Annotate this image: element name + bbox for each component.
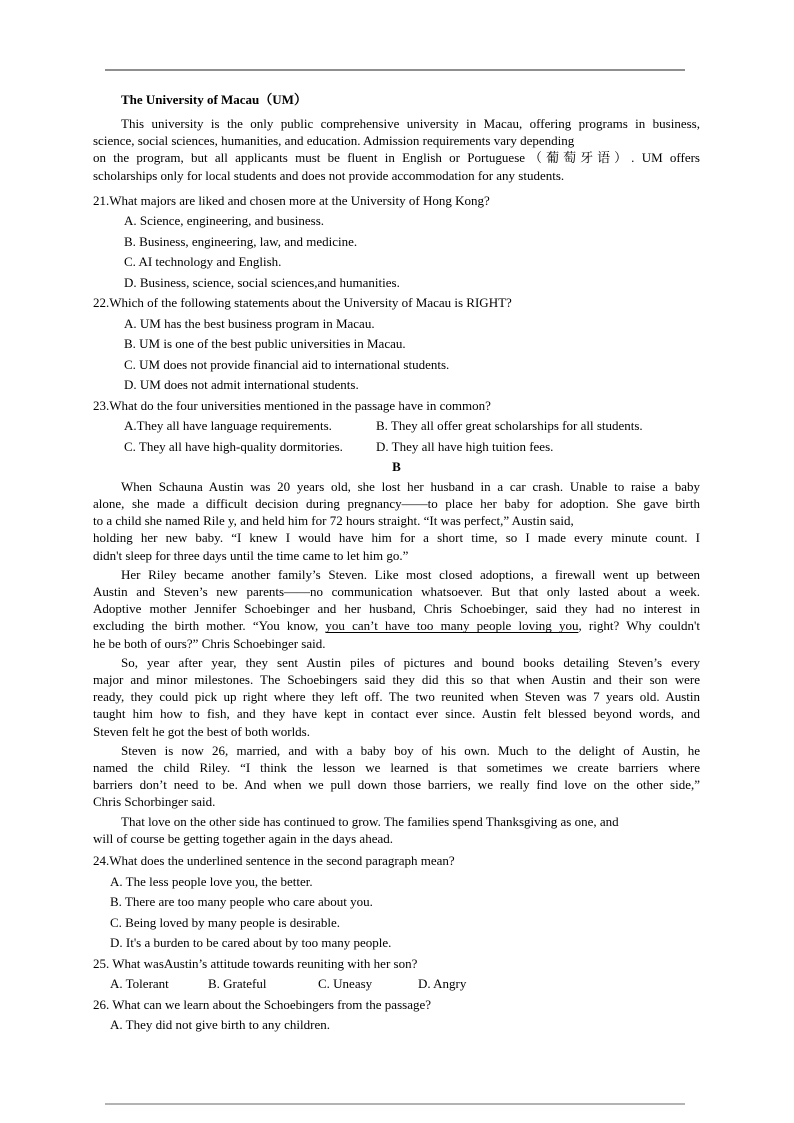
passage-line: major and minor milestones. The Schoebingers said they did this so that when Austin and their son were (93, 672, 700, 688)
passage-line: Her Riley became another family’s Steven. Like most closed adoptions, a firewall went up between (121, 566, 700, 582)
underline-pre-text: excluding the birth mother. “You know, (93, 618, 326, 634)
passage-line: taught him how to fish, and they have kept in contact ever since. Austin felt blessed beyond words, and (93, 706, 700, 722)
q23-options-row-2 (93, 437, 700, 458)
q21-option-a: A. Science, engineering, and business. (124, 213, 325, 229)
q21-stem: 21.What majors are liked and chosen more at the University of Hong Kong? (93, 192, 490, 208)
q23-stem: 23.What do the four universities mentioned in the passage have in common? (93, 397, 491, 413)
q25-option-a: A. Tolerant (110, 976, 169, 992)
q24-option-a: A. The less people love you, the better. (110, 873, 313, 889)
passage-a-title: The University of Macau（UM） (121, 92, 307, 107)
footer-rule (105, 1103, 685, 1105)
passage-line: Austin and Steven’s new parents——no communication whatsoever. But that only lasted about a week. (93, 584, 700, 600)
q22-option-a: A. UM has the best business program in Macau. (124, 315, 375, 331)
q25-option-d: D. Angry (418, 976, 467, 992)
q22-option-c: C. UM does not provide financial aid to international students. (124, 356, 450, 372)
passage-line: didn't sleep for three days until the time came to let him go.” (93, 547, 409, 563)
underlined-sentence: you can’t have too many people loving you (325, 618, 579, 634)
q21-option-c: C. AI technology and English. (124, 254, 282, 270)
passage-b-label: B (392, 459, 401, 475)
passage-line: Steven is now 26, married, and with a baby boy of his own. Much to the delight of Austin, he (121, 742, 700, 758)
passage-a-paragraph (93, 115, 700, 184)
q24-stem: 24.What does the underlined sentence in the second paragraph mean? (93, 853, 455, 869)
q21-option-d: D. Business, science, social sciences,and humanities. (124, 274, 400, 290)
header-rule (105, 69, 685, 71)
q25-option-b: B. Grateful (208, 976, 267, 992)
passage-line: holding her new baby. “I knew I would have him for a short time, so I made every minute count. I (93, 530, 700, 546)
passage-line: So, year after year, they sent Austin piles of pictures and bound books detailing Steven’s every (121, 654, 700, 670)
passage-line: to a child she named Rile y, and held him for 72 hours straight. “It was perfect,” Austin said, (93, 513, 574, 529)
q24-option-d: D. It's a burden to be cared about by too many people. (110, 935, 392, 951)
q23-option-a: A.They all have language requirements. (124, 418, 332, 434)
q23-option-c: C. They all have high-quality dormitories. (124, 438, 343, 454)
passage-line-with-underline (93, 617, 700, 634)
question-24 (93, 851, 700, 954)
passage-line: named the child Riley. “I think the lesson we learned is that sometimes we create barriers where (93, 760, 700, 776)
passage-line: Chris Schorbinger said. (93, 794, 216, 810)
q23-option-b: B. They all offer great scholarships for all students. (376, 418, 643, 434)
passage-b-paragraph-3 (93, 654, 700, 740)
q23-option-d: D. They all have high tuition fees. (376, 438, 554, 454)
q25-options-row (93, 974, 700, 995)
question-23 (93, 396, 700, 458)
q23-options-row-1 (93, 416, 700, 437)
passage-line: This university is the only public comprehensive university in Macau, offering programs in business, (121, 116, 700, 131)
passage-line: on the program, but all applicants must be fluent in English or Portuguese（葡萄牙语）. UM offers (93, 150, 700, 166)
passage-line: Steven felt he got the best of both worlds. (93, 723, 310, 739)
passage-b-paragraph-5 (93, 813, 700, 847)
q25-option-c: C. Uneasy (318, 976, 373, 992)
passage-b-paragraph-4 (93, 742, 700, 811)
q26-option-a: A. They did not give birth to any children. (110, 1017, 330, 1033)
passage-line: When Schauna Austin was 20 years old, she lost her husband in a car crash. Unable to raise a baby (121, 478, 700, 494)
passage-line: ready, they could pick up right where they left off. The two reunited when Steven was 7 years old. Austin (93, 689, 700, 705)
passage-b-paragraph-2 (93, 566, 700, 652)
passage-line: scholarships only for local students and does not provide accommodation for any students. (93, 167, 565, 183)
q24-option-b: B. There are too many people who care about you. (110, 894, 373, 910)
q22-stem: 22.Which of the following statements about the University of Macau is RIGHT? (93, 295, 512, 311)
passage-line: will of course be getting together again in the days ahead. (93, 830, 393, 846)
question-25 (93, 954, 700, 995)
q21-option-b: B. Business, engineering, law, and medicine. (124, 233, 358, 249)
passage-line: science, social sciences, humanities, and education. Admission requirements vary depending (93, 133, 575, 149)
q22-option-d: D. UM does not admit international students. (124, 377, 359, 393)
passage-line: barriers don’t need to be. And when we pull down those barriers, we really find love on the other side,” (93, 777, 700, 793)
passage-b-paragraph-1 (93, 478, 700, 564)
q25-stem: 25. What wasAustin’s attitude towards reuniting with her son? (93, 955, 418, 971)
question-21 (93, 191, 700, 294)
document-content (93, 90, 700, 1036)
passage-line: That love on the other side has continued to grow. The families spend Thanksgiving as one, and (121, 813, 619, 829)
passage-line: alone, she made a difficult decision during pregnancy——to place her baby for adoption. She gave birth (93, 496, 700, 512)
question-26 (93, 995, 700, 1036)
q22-option-b: B. UM is one of the best public universities in Macau. (124, 336, 406, 352)
q26-stem: 26. What can we learn about the Schoebingers from the passage? (93, 996, 431, 1012)
q24-option-c: C. Being loved by many people is desirable. (110, 914, 340, 930)
underline-post-text: , right? Why couldn't (578, 618, 700, 634)
passage-line: he be both of ours?” Chris Schoebinger said. (93, 635, 326, 651)
passage-line: Adoptive mother Jennifer Schoebinger and her husband, Chris Schoebinger, said they had no interest in (93, 601, 700, 617)
question-22 (93, 293, 700, 396)
